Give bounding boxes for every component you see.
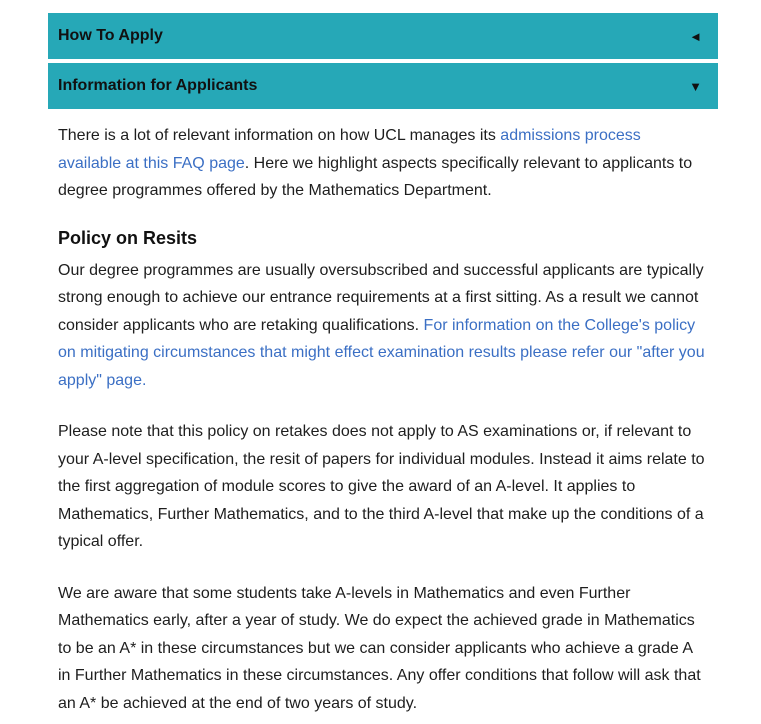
accordion-how-to-apply-title: How To Apply (58, 27, 163, 44)
accordion-information-for-applicants-title: Information for Applicants (58, 77, 258, 94)
policy-heading: Policy on Resits (58, 227, 198, 248)
intro-paragraph (58, 122, 708, 205)
policy-paragraph-1 (58, 257, 708, 395)
admissions-faq-link[interactable]: admissions process available at this FAQ page (58, 127, 641, 172)
accordion-container (48, 13, 718, 717)
policy-paragraph-3: We are aware that some students take A-levels in Mathematics and even Further Mathematics early, after a year of study. We do expect the achieved grade in Mathematics to be an A* in these circumstances but we can consider applicants who achieve a grade A in Further Mathematics in these circumstances. Any offer conditions that follow will ask that an A* be achieved at the end of two years of study. (58, 584, 701, 712)
intro-text-after: . Here we highlight aspects specifically relevant to applicants to degree programmes offered by the Mathematics Department. (58, 154, 693, 199)
accordion-how-to-apply[interactable] (48, 13, 718, 59)
after-you-apply-link[interactable]: For information on the College's policy on mitigating circumstances that might effect examination results please refer our "after you apply" page. (58, 316, 705, 389)
policy-paragraph-2: Please note that this policy on retakes does not apply to AS examinations or, if relevant to your A-level specification, the resit of papers for individual modules. Instead it aims relate to the first aggregation of module scores to give the award of an A-level. It applies to Mathematics, Further Mathematics, and to the third A-level that make up the conditions of a typical offer. (58, 423, 705, 550)
expanded-arrow-icon[interactable]: ▼ (689, 78, 702, 94)
policy-paragraph-1-text: Our degree programmes are usually oversubscribed and successful applicants are typically strong enough to achieve our entrance requirements at a first sitting. As a result we cannot consider applicants who are retaking qualifications. (58, 261, 704, 334)
accordion-panel-content (48, 122, 718, 717)
intro-text-before: There is a lot of relevant information on how UCL manages its (58, 127, 501, 144)
collapsed-arrow-icon[interactable]: ◄ (689, 28, 702, 44)
accordion-information-for-applicants[interactable] (48, 63, 718, 109)
